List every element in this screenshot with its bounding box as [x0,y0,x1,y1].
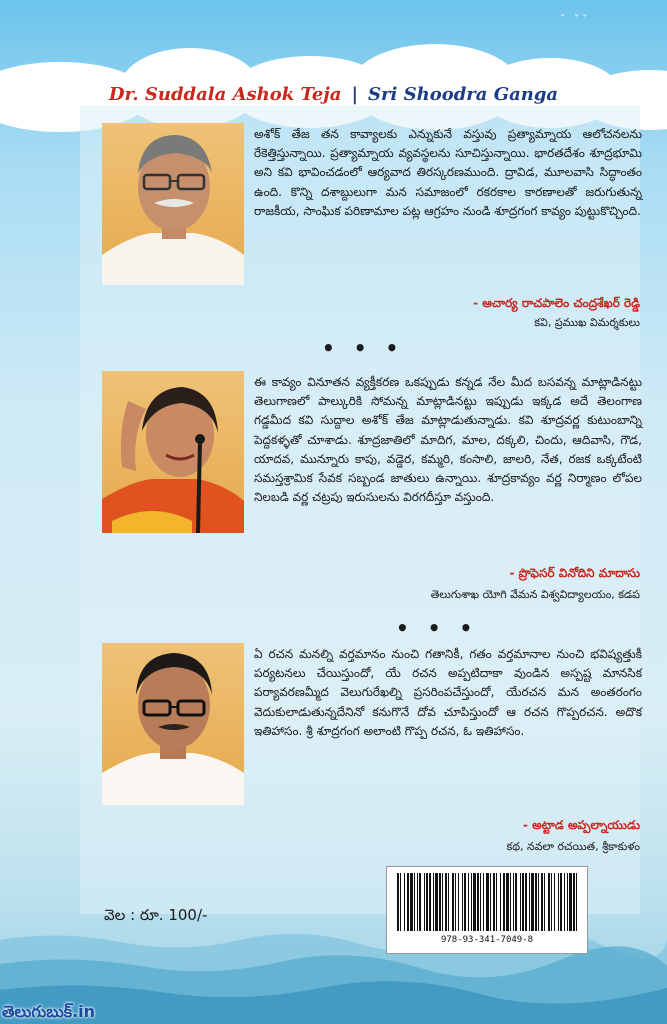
title-separator: | [351,84,359,105]
price-label: వెల : రూ. 100/- [104,906,208,924]
reviewer-photo-1 [102,123,244,285]
watermark-logo: తెలుగుబుక్.in [2,1002,96,1021]
author-name: Dr. Suddala Ashok Teja [108,84,342,105]
isbn-number: 978-93-341-7049-8 [440,935,534,945]
reviewer-photo-3 [102,643,244,805]
review-text-3: ఏ రచన మనల్ని వర్తమానం నుంచి గతానికీ, గతం వర్తమానాల నుంచి భవిష్యత్తుకీ పర్యటనలు చేయిస్తుందో, యే రచన అప్పటిదాకా వుండిన అస్పష్ట మానసిక పర్యావరణమ్మీద వెలుగురేఖల్ని ప్రసరింపచేస్తుందో, యేరచన మన అంతరంగం వెదుకులాడుతున్నదేనినో కనుగొనే దోవ చూపిస్తుందో ఆ రచన గొప్పరచన. అదొక ఇతిహాసం. శ్రీ శూద్రగంగ అలాంటి గొప్ప రచన, ఓ ఇతిహాసం. [254,647,642,738]
birds-decoration: ˅ ˅˅ [560,14,591,25]
review-affiliation-1: కవి, ప్రముఖ విమర్శకులు [534,316,640,329]
review-attribution-3: - అట్టాడ అప్పల్నాయుడు [523,818,640,832]
section-divider-1: • • • [322,336,405,360]
barcode-bars [395,873,579,931]
review-affiliation-2: తెలుగుశాఖ యోగి వేమన విశ్వవిద్యాలయం, కడప [430,588,640,601]
section-divider-2: • • • [396,616,479,640]
reviewer-photo-2 [102,371,244,533]
cover-title [0,84,667,105]
book-name: Sri Shoodra Ganga [368,84,559,105]
review-attribution-1: - ఆచార్య రాచపాలెం చంద్రశేఖర్ రెడ్డి [473,296,640,310]
review-text-1: అశోక్ తేజ తన కావ్యాలకు ఎన్నుకునే వస్తువు ప్రత్యామ్నాయ ఆలోచనలను రేకెత్తిస్తున్నాయి. ప్రత్యామ్నాయ వ్యవస్థలను సూచిస్తున్నాయి. భారతదేశం శూద్రభూమి అని కవి భావించడంలో ఆర్యవాద తిరస్కరణముంది. ద్రావిడ, మూలవాసి సిద్ధాంతం ఉంది. కొన్ని దశాబ్దులుగా మన సమాజంలో రకరకాల కారణాలతో జరుగుతున్న రాజకీయ, సాంఘిక పరిణామాల పట్ల ఆగ్రహం నుండి శూద్రగంగ కావ్యం పుట్టుకొచ్చింది. [254,127,642,218]
review-text-2: ఈ కావ్యం వినూతన వ్యక్తీకరణ ఒకప్పుడు కన్నడ నేల మీద బసవన్న మాట్లాడినట్టు తెలుగాణలో పాల్కురికి సోమన్న మాట్లాడినట్టు ఇప్పుడు ఇక్కడ అదే తెలంగాణ గడ్డమీద కవి సుద్దాల అశోక్ తేజ మాట్లాడుతున్నాడు. కవి శూద్రవర్ణ కుటుంబాన్ని పెద్దకళ్ళతో చూశాడు. శూద్రజాతిలో మాదిగ, మాల, దక్కలి, చిందు, ఆదివాసి, గౌడ, యాదవ, మున్నూరు కాపు, వడ్డెర, కమ్మరి, కంసాలి, జాలరి, నేత, రజక ఒక్కటేంటి సమస్తశ్రామిక సేవక సబ్బండ జాతులు ఉన్నాయి. శూద్రకావ్యం వర్ణ నిర్మాణం లోపల నిలబడి వర్ణ చట్రపు ఇరుసులను విరగదీస్తూ వస్తుంది. [254,375,642,505]
review-attribution-2: - ప్రొఫెసర్ వినోదిని మాదాసు [509,566,640,580]
review-affiliation-3: కథ, నవలా రచయిత, శ్రీకాకుళం [506,840,640,853]
isbn-barcode [386,866,588,954]
